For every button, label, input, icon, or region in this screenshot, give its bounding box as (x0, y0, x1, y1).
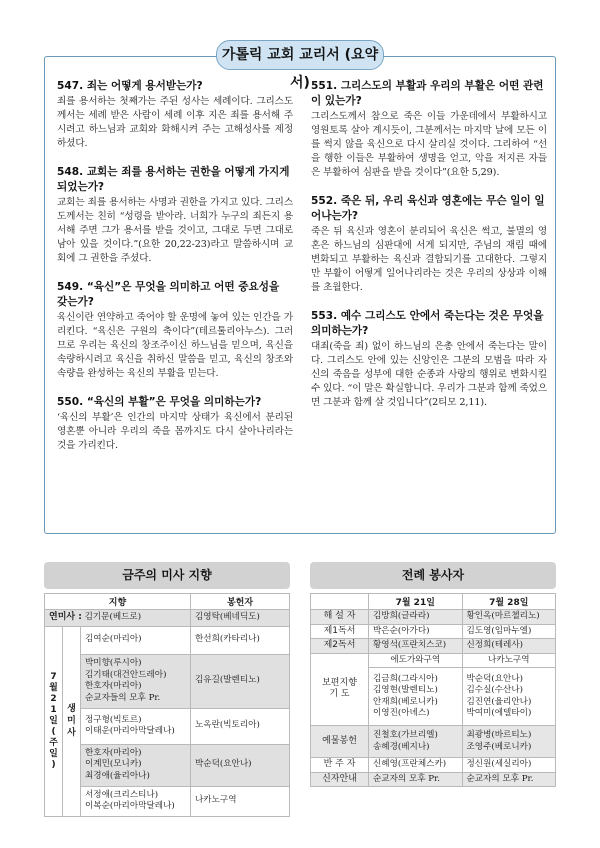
question: 550. “육신의 부활”은 무엇을 의미하는가? (57, 396, 262, 408)
answer: 죄를 용서하는 첫째가는 주된 성사는 세례이다. 그리스도께서는 세례 받은 사람이 세례 이후 지은 죄를 용서해 주시려고 하느님과 교회와 화해시켜 주는 고해성사를 제정하셨다. (57, 96, 293, 149)
yeonmisa-name: 김기문(베드로) (84, 612, 142, 622)
server-cell: 김금희(그라시아) 김영현(발렌티노) 안재희(베로니카) 이영진(아녜스) (369, 668, 463, 726)
role-cell: 보편지향 기 도 (311, 653, 369, 726)
col-header-offerer: 봉헌자 (191, 594, 290, 610)
role-cell: 신자안내 (311, 772, 369, 787)
question: 549. “육신”은 무엇을 의미하고 어떤 중요성을 갖는가? (57, 281, 280, 308)
question: 551. 그리스도의 부활과 우리의 부활은 어떤 관련이 있는가? (311, 80, 544, 107)
server-cell: 황영석(프란치스코) (369, 639, 463, 654)
yeonmisa-label: 연미사 : (49, 612, 82, 622)
role-cell: 해 설 자 (311, 610, 369, 625)
question: 547. 죄는 어떻게 용서받는가? (57, 80, 203, 92)
yeonmisa-offerer: 김영탁(베네딕도) (191, 610, 290, 627)
role-cell: 반 주 자 (311, 758, 369, 773)
group-cell: 나카노구역 (462, 653, 556, 668)
intention-cell: 정구형(빅토르) 이태운(마리아막달레나) (81, 708, 191, 744)
role-cell: 예물봉헌 (311, 726, 369, 758)
server-cell: 김방희(글라라) (369, 610, 463, 625)
answer: 육신이란 연약하고 죽어야 할 운명에 놓여 있는 인간을 가리킨다. “육신은 구원의 축이다”(테르툴리아누스). 그러므로 우리는 육신의 창조주이신 하느님을 믿으며, 육신을 속량하시려고 육신을 취하신 말씀을 믿고, 육신의 창조와 속량을 완성하는 육신의 부활을 믿는다. (57, 312, 293, 379)
question: 552. 죽은 뒤, 우리 육신과 영혼에는 무슨 일이 일어나는가? (311, 195, 545, 222)
qa-item (57, 395, 293, 453)
answer: 교회는 죄를 용서하는 사명과 권한을 가지고 있다. 그리스도께서는 친히 “성령을 받아라. 너희가 누구의 죄든지 용서해 주면 그가 용서를 받을 것이고, 그대로 두면 그대로 남아 있을 것이다.”(요한 20,22-23)라고 말씀하시며 교회에 그 권한을 주셨다. (57, 197, 293, 264)
catechism-left-column (57, 79, 293, 467)
role-cell: 제1독서 (311, 624, 369, 639)
answer: 대죄(죽을 죄) 없이 하느님의 은총 안에서 죽는다는 말이다. 그리스도 안에 있는 신앙인은 그분의 모범을 따라 자신의 죽음을 성부에 대한 순종과 사랑의 행위로 변화시킬 수 있다. “이 말은 확실합니다. 우리가 그분과 함께 죽었으면 그분과 함께 살 것입니다”(2티모 2,11). (311, 341, 547, 408)
server-cell: 황인옥(마르첼리노) (462, 610, 556, 625)
mass-kind: 생 미 사 (63, 626, 81, 816)
server-cell: 박은순(아가다) (369, 624, 463, 639)
offerer-cell: 한선희(카타리나) (191, 626, 290, 654)
server-cell: 김도영(임마누엘) (462, 624, 556, 639)
mass-intentions-title: 금주의 미사 지향 (44, 562, 290, 589)
offerer-cell: 김유길(발렌티노) (191, 654, 290, 708)
catechism-right-column (311, 79, 547, 424)
qa-item (311, 309, 547, 410)
col-header-date1: 7월 21일 (369, 594, 463, 610)
intention-cell: 한호자(마리아) 이계민(모니카) 최경애(율리아나) (81, 744, 191, 786)
server-cell: 최광병(바르티노) 조영주(베로니카) (462, 726, 556, 758)
group-cell: 에도가와구역 (369, 653, 463, 668)
server-cell: 순교자의 모후 Pr. (369, 772, 463, 787)
catechism-title: 가톨릭 교회 교리서 (요약서) (216, 40, 384, 70)
col-header-role (311, 594, 369, 610)
answer: ‘육신의 부활’은 인간의 마지막 상태가 육신에서 분리된 영혼뿐 아니라 우리의 죽을 몸까지도 다시 살아나리라는 것을 가리킨다. (57, 412, 293, 451)
intention-cell: 서정애(크리스티나) 이복순(마리아막달레나) (81, 786, 191, 816)
server-cell: 순교자의 모후 Pr. (462, 772, 556, 787)
offerer-cell: 나카노구역 (191, 786, 290, 816)
server-cell: 신혜영(프란체스카) (369, 758, 463, 773)
qa-item (57, 280, 293, 381)
qa-item (57, 165, 293, 266)
server-cell: 신정희(테레사) (462, 639, 556, 654)
role-cell: 제2독서 (311, 639, 369, 654)
mass-intentions-table (44, 593, 290, 817)
answer: 그리스도께서 참으로 죽은 이들 가운데에서 부활하시고 영원토록 살아 계시듯이, 그분께서는 마지막 날에 모든 이를 썩지 않을 육신으로 다시 살리실 것이다. 그리하여 “선을 행한 이들은 부활하여 생명을 얻고, 악을 저지른 자들은 부활하여 심판을 받을 것이다”(요한 5,29). (311, 111, 547, 178)
answer: 죽은 뒤 육신과 영혼이 분리되어 육신은 썩고, 불멸의 영혼은 하느님의 심판대에 서게 되지만, 주님의 재림 때에 변화되고 부활하는 육신과 결합되기를 고대한다. 그렇지만 부활이 어떻게 일어나리라는 것은 우리의 상상과 이해를 초월한다. (311, 226, 547, 293)
col-header-date2: 7월 28일 (462, 594, 556, 610)
servers-table (310, 593, 556, 787)
qa-item (57, 79, 293, 151)
server-cell: 진철호(가브리엘) 송혜경(베지나) (369, 726, 463, 758)
servers-title: 전례 봉사자 (310, 562, 556, 589)
offerer-cell: 박순덕(요안나) (191, 744, 290, 786)
question: 548. 교회는 죄를 용서하는 권한을 어떻게 가지게 되었는가? (57, 166, 290, 193)
qa-item (311, 79, 547, 180)
mass-date: 7 월 2 1 일 ( 주 일 ) (45, 626, 63, 816)
server-cell: 박순덕(요안나) 김수실(수산나) 김진연(율리안나) 박여미(에델타이) (462, 668, 556, 726)
catechism-box (44, 56, 556, 534)
intention-cell: 김여순(마리아) (81, 626, 191, 654)
yeonmisa-row (45, 610, 191, 627)
offerer-cell: 노옥란(빅토리아) (191, 708, 290, 744)
qa-item (311, 194, 547, 295)
question: 553. 예수 그리스도 안에서 죽는다는 것은 무엇을 의미하는가? (311, 310, 544, 337)
col-header-intention: 지향 (45, 594, 191, 610)
server-cell: 정신원(세실리아) (462, 758, 556, 773)
intention-cell: 박미향(루시아) 김기태(대건안드레아) 한호자(마리아) 순교자들의 모후 Pr. (81, 654, 191, 708)
